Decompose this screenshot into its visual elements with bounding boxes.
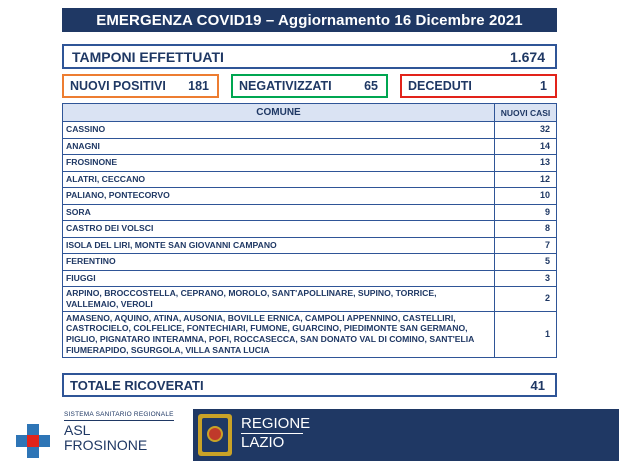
cell-comune: PALIANO, PONTECORVO [63,188,495,205]
table-row [63,221,557,238]
asl-name-line2: FROSINONE [64,437,148,453]
table-row [63,138,557,155]
cell-comune: ALATRI, CECCANO [63,171,495,188]
tamponi-value: 1.674 [509,48,545,65]
cell-casi: 5 [495,254,557,271]
cell-casi: 14 [495,138,557,155]
cross-icon [16,424,50,458]
table-row [63,155,557,172]
negativizzati-label: NEGATIVIZZATI [239,79,332,93]
cell-comune: CASTRO DEI VOLSCI [63,221,495,238]
lazio-line1: REGIONE [241,415,311,432]
totale-ricoverati-box [62,373,557,397]
table-row [63,171,557,188]
nuovi-positivi-box [62,74,219,98]
cell-comune: FROSINONE [63,155,495,172]
cell-comune: CASSINO [63,122,495,139]
totale-ricoverati-value: 41 [530,377,545,393]
cell-comune: ARPINO, BROCCOSTELLA, CEPRANO, MOROLO, SANT'APOLLINARE, SUPINO, TORRICE, VALLEMAIO, VEROLI [63,287,495,312]
comuni-table [62,103,557,358]
tamponi-box [62,44,557,69]
deceduti-label: DECEDUTI [408,79,472,93]
negativizzati-box [231,74,388,98]
table-row [63,188,557,205]
table-header-row [63,104,557,122]
table-row [63,122,557,139]
cell-casi: 8 [495,221,557,238]
table-row [63,204,557,221]
nuovi-positivi-value: 181 [188,79,209,93]
table-row [63,237,557,254]
cell-comune: ANAGNI [63,138,495,155]
negativizzati-value: 65 [364,79,378,93]
cell-comune: FIUGGI [63,270,495,287]
tamponi-label: TAMPONI EFFETTUATI [72,48,224,65]
footer [0,407,620,465]
cell-comune: ISOLA DEL LIRI, MONTE SAN GIOVANNI CAMPANO [63,237,495,254]
cell-comune: SORA [63,204,495,221]
regione-lazio-banner [193,409,619,461]
cell-casi: 1 [495,311,557,357]
col-comune-header: COMUNE [63,104,495,122]
asl-name-line1: ASL [64,422,91,438]
cell-casi: 32 [495,122,557,139]
cell-casi: 2 [495,287,557,312]
deceduti-value: 1 [540,79,547,93]
cell-comune: AMASENO, AQUINO, ATINA, AUSONIA, BOVILLE ERNICA, CAMPOLI APPENNINO, CASTELLIRI, CASTROCIELO, COLFELICE, FONTECHIARI, FUMONE, GUARCINO, PIEDIMONTE SAN GERMANO, PIGLIO, PIGNATARO INTERAMNA, POFI, ROCCASECCA, SAN DONATO VAL DI COMINO, SANT'ELIA FIUMERAPIDO, SGURGOLA, VILLA SANTA LUCIA [63,311,495,357]
totale-ricoverati-label: TOTALE RICOVERATI [70,377,204,393]
asl-logo [16,411,186,461]
cell-casi: 3 [495,270,557,287]
cell-casi: 13 [495,155,557,172]
page-title: EMERGENZA COVID19 – Aggiornamento 16 Dicembre 2021 [62,8,557,32]
cell-casi: 9 [495,204,557,221]
emblem-icon [198,414,232,456]
cell-comune: FERENTINO [63,254,495,271]
lazio-divider [241,433,303,434]
table-row [63,254,557,271]
table-row [63,287,557,312]
asl-subtitle: SISTEMA SANITARIO REGIONALE [64,411,174,418]
asl-divider [64,420,174,421]
cell-casi: 12 [495,171,557,188]
cell-casi: 10 [495,188,557,205]
table-row [63,270,557,287]
col-nuovi-casi-header: NUOVI CASI [495,104,557,122]
lazio-line2: LAZIO [241,434,285,451]
deceduti-box [400,74,557,98]
nuovi-positivi-label: NUOVI POSITIVI [70,79,166,93]
asl-name [64,423,147,453]
table-row [63,311,557,357]
cell-casi: 7 [495,237,557,254]
